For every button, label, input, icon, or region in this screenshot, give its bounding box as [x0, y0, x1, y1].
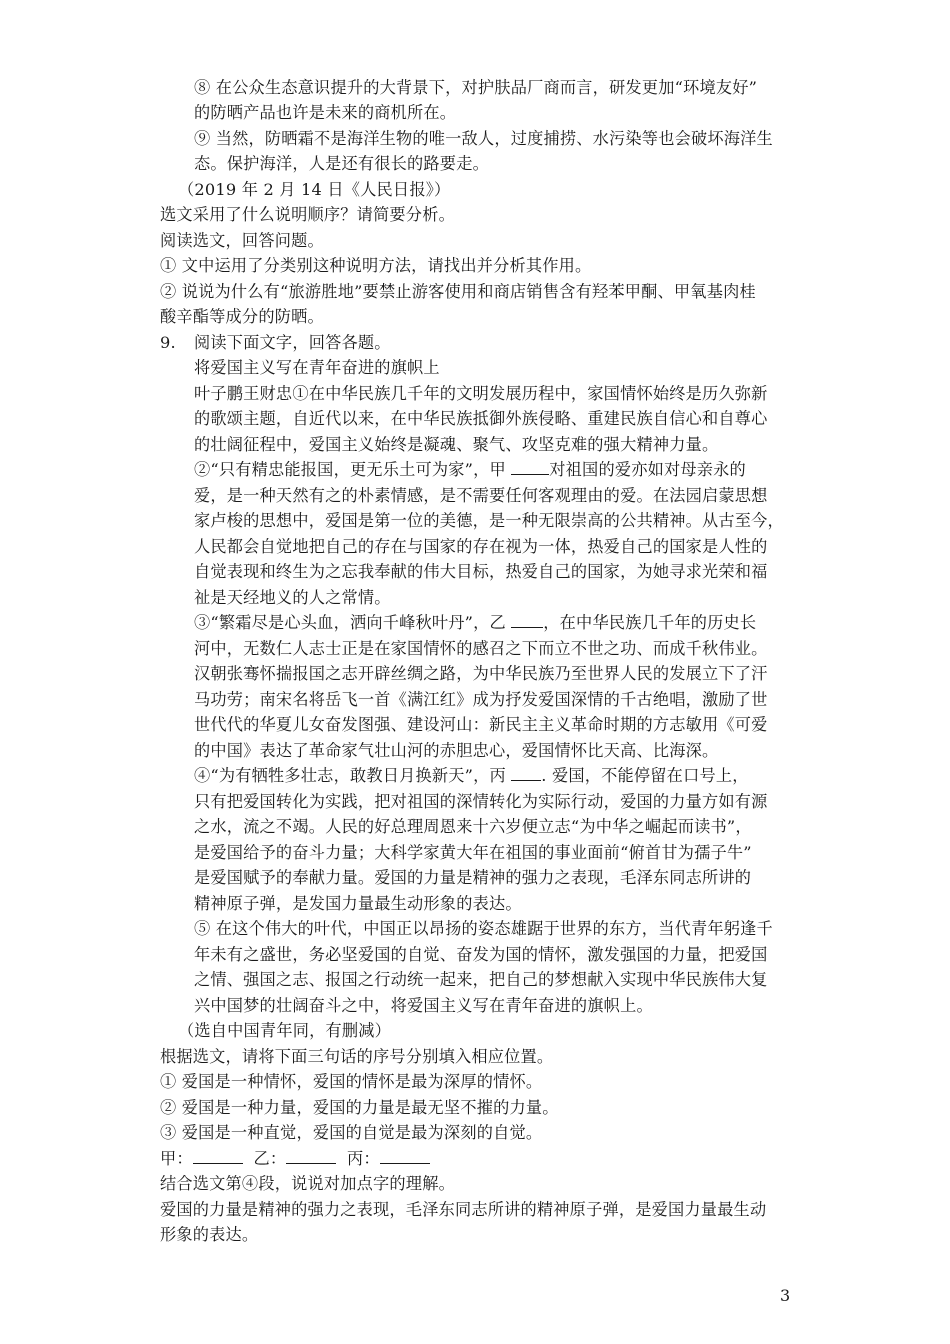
article-p2-line2: 爱，是一种天然有之的朴素情感，是不需要任何客观理由的爱。在法园启蒙思想 — [194, 486, 768, 505]
article-p4-line5: 是爱国赋予的奉献力量。爱国的力量是精神的强力之表现，毛泽东同志所讲的 — [194, 868, 752, 887]
article-p3-line1 — [194, 611, 756, 635]
article-p4-line6: 精神原子弹，是发国力量最生动形象的表达。 — [194, 894, 522, 913]
article-p3-line5: 世代代的华夏儿女奋发图强、建设河山：新民主主义革命时期的方志敏用《可爱 — [194, 715, 768, 734]
quote-line2: 形象的表达。 — [160, 1225, 259, 1244]
blank-jia[interactable] — [511, 458, 549, 475]
para9-line2: 态。保护海洋，人是还有很长的路要走。 — [194, 154, 489, 173]
label-jia: 甲： — [160, 1149, 193, 1168]
article-title: 将爱国主义写在青年奋进的旗帜上 — [194, 358, 440, 377]
article-p4-line3: 之水，流之不竭。人民的好总理周恩来十六岁便立志“为中华之崛起而读书”， — [194, 817, 752, 836]
quote-line1: 爱国的力量是精神的强力之表现，毛泽东同志所讲的精神原子弹，是爱国力量最生动 — [160, 1200, 767, 1219]
answer-yi-field[interactable] — [286, 1147, 336, 1164]
question-9-prompt: 阅读下面文字，回答各题。 — [194, 333, 391, 352]
article-p2-line1 — [194, 458, 746, 482]
p2-text-b: 对祖国的爱亦如对母亲永的 — [549, 460, 746, 479]
article-p2-line6: 祉是天经地义的人之常情。 — [194, 588, 391, 607]
article-p1-line2: 的歌颂主题，自近代以来，在中华民族抵御外族侵略、重建民族自信心和自尊心 — [194, 409, 768, 428]
label-bing: 丙： — [346, 1149, 380, 1168]
question-dots: 结合选文第④段，说说对加点字的理解。 — [160, 1174, 455, 1193]
article-p5-line4: 兴中国梦的壮阔奋斗之中，将爱国主义写在青年奋进的旗帜上。 — [194, 996, 653, 1015]
para9-line1: ⑨ 当然，防晒霜不是海洋生物的唯一敌人，过度捕捞、水污染等也会破坏海洋生 — [194, 129, 773, 148]
p3-text-b: ，在中华民族几千年的历史长 — [543, 613, 757, 632]
source-citation: （2019 年 2 月 14 日《人民日报》） — [178, 180, 451, 199]
p2-text-a: ②“只有精忠能报国，更无乐土可为家”，甲 — [194, 460, 512, 479]
sub-question-1: ① 文中运用了分类别这种说明方法，请找出并分析其作用。 — [160, 256, 592, 275]
blank-bing[interactable] — [511, 764, 541, 781]
article-p4-line1 — [194, 764, 749, 788]
article-p2-line5: 自觉表现和终生为之忘我奉献的伟大目标，热爱自己的国家，为她寻求光荣和福 — [194, 562, 768, 581]
article-p5-line2: 年未有之盛世，务必坚爱国的自觉、奋发为国的情怀，激发强国的力量，把爱国 — [194, 945, 768, 964]
fill-answer-row — [160, 1147, 430, 1171]
question-9-number: 9. — [160, 333, 176, 352]
sub-question-2-line1: ② 说说为什么有“旅游胜地”要禁止游客使用和商店销售含有羟苯甲酮、甲氧基肉桂 — [160, 282, 756, 301]
option-1: ① 爱国是一种情怀，爱国的情怀是最为深厚的情怀。 — [160, 1072, 543, 1091]
sub-question-2-line2: 酸辛酯等成分的防晒。 — [160, 307, 324, 326]
para8-line2: 的防晒产品也许是未来的商机所在。 — [194, 103, 457, 122]
label-yi: 乙： — [253, 1149, 287, 1168]
article-p4-line2: 只有把爱国转化为实践，把对祖国的深情转化为实际行动，爱国的力量方如有源 — [194, 792, 768, 811]
read-answer-prompt: 阅读选文，回答问题。 — [160, 231, 324, 250]
para8-line1: ⑧ 在公众生态意识提升的大背景下，对护肤品厂商而言，研发更加“环境友好” — [194, 78, 758, 97]
article-p3-line4: 马功劳；南宋名将岳飞一首《满江红》成为抒发爱国深情的千古绝唱，激励了世 — [194, 690, 768, 709]
option-3: ③ 爱国是一种直觉，爱国的自觉是最为深刻的自觉。 — [160, 1123, 543, 1142]
article-p3-line6: 的中国》表达了革命家气壮山河的赤胆忠心，爱国情怀比天高、比海深。 — [194, 741, 719, 760]
article-p1-line1: 叶子鹏王财忠①在中华民族几千年的文明发展历程中，家国情怀始终是历久弥新 — [194, 384, 768, 403]
p4-text-b: . 爱国，不能停留在口号上， — [541, 766, 749, 785]
article-p4-line4: 是爱国给予的奋斗力量；大科学家黄大年在祖国的事业面前“俯首甘为孺子牛” — [194, 843, 752, 862]
fill-instruction: 根据选文，请将下面三句话的序号分别填入相应位置。 — [160, 1047, 554, 1066]
p4-text-a: ④“为有牺牲多壮志，敢教日月换新天”，丙 — [194, 766, 512, 785]
p3-text-a: ③“繁霜尽是心头血，洒向千峰秋叶丹”，乙 — [194, 613, 512, 632]
page-number: 3 — [780, 1286, 791, 1305]
article-p5-line3: 之情、强国之志、报国之行动统一起来，把自己的梦想献入实现中华民族伟大复 — [194, 970, 768, 989]
article-p3-line2: 河中，无数仁人志士正是在家国情怀的感召之下而立不世之功、而成千秋伟业。 — [194, 639, 768, 658]
article-p3-line3: 汉朝张骞怀揣报国之志开辟丝绸之路，为中华民族乃至世界人民的发展立下了汗 — [194, 664, 768, 683]
blank-yi[interactable] — [511, 611, 543, 628]
answer-bing-field[interactable] — [380, 1147, 430, 1164]
option-2: ② 爱国是一种力量，爱国的力量是最无坚不摧的力量。 — [160, 1098, 559, 1117]
article-p1-line3: 的壮阔征程中，爱国主义始终是凝魂、聚气、攻坚克难的强大精神力量。 — [194, 435, 719, 454]
article-p2-line4: 人民都会自觉地把自己的存在与国家的存在视为一体，热爱自己的国家是人性的 — [194, 537, 768, 556]
question-order: 选文采用了什么说明顺序？请简要分析。 — [160, 205, 455, 224]
answer-jia-field[interactable] — [193, 1147, 243, 1164]
article-p5-line1: ⑤ 在这个伟大的叶代，中国正以昂扬的姿态雄踞于世界的东方，当代青年躬逢千 — [194, 919, 773, 938]
article-p2-line3: 家卢梭的思想中，爱国是第一位的美德，是一种无限崇高的公共精神。从古至今， — [194, 511, 784, 530]
article-source: （选自中国青年同，有删减） — [178, 1021, 392, 1040]
